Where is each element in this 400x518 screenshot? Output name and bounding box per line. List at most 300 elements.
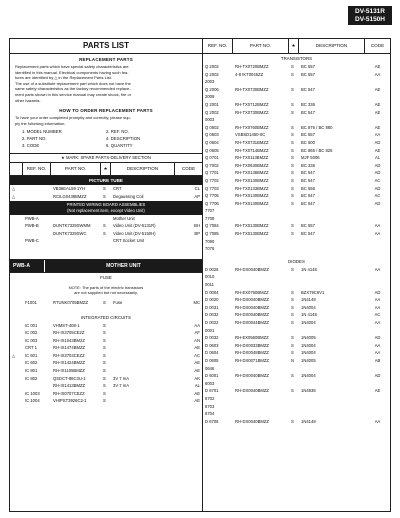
description bbox=[111, 337, 175, 345]
part-no bbox=[233, 403, 289, 411]
ref-no: D 6001 bbox=[205, 373, 219, 379]
code: AE bbox=[374, 64, 381, 69]
ref-no: IC 002 bbox=[25, 330, 38, 336]
table-row bbox=[10, 193, 202, 201]
spare-mark: S bbox=[103, 330, 106, 336]
description: 3V 7 mA bbox=[113, 375, 130, 381]
code: AA bbox=[374, 350, 381, 356]
code bbox=[175, 237, 202, 245]
safety-mark bbox=[10, 344, 23, 352]
note-line1: NOTE: The parts of the electric transistors bbox=[68, 284, 144, 290]
order-items-left bbox=[22, 128, 106, 149]
description: BC 336 bbox=[301, 101, 315, 107]
safety-mark bbox=[10, 222, 23, 230]
ref-no: 2003 bbox=[205, 79, 215, 85]
part-no bbox=[233, 327, 289, 335]
table-row bbox=[203, 311, 390, 319]
spare-mark bbox=[101, 237, 111, 245]
part-no: VHIPST3926C2-1 bbox=[53, 398, 87, 404]
code: AA bbox=[374, 266, 381, 272]
table-row bbox=[10, 375, 202, 383]
description bbox=[299, 380, 365, 388]
part-no: RH-IX3703CEZZ bbox=[53, 352, 85, 358]
spare-mark: S bbox=[291, 388, 294, 394]
part-no bbox=[233, 207, 289, 215]
ref-no: IC 001 bbox=[25, 322, 38, 328]
description: CRT bbox=[113, 186, 122, 192]
description: 1N4005 bbox=[301, 357, 316, 363]
code bbox=[365, 238, 390, 246]
code bbox=[365, 273, 390, 281]
safety-mark bbox=[10, 359, 23, 367]
description: 1N 4148 bbox=[301, 266, 317, 272]
parts-list-page bbox=[9, 38, 391, 512]
description: MJF 5006 bbox=[301, 155, 320, 161]
part-no: QSDCT-88C3U-1 bbox=[53, 375, 86, 381]
code bbox=[365, 116, 390, 124]
ref-no: Q 2002 bbox=[205, 64, 219, 69]
description: Degaussing Coil bbox=[113, 193, 144, 199]
code: AA bbox=[374, 418, 381, 424]
description bbox=[299, 245, 365, 253]
ref-no: 7707 bbox=[205, 208, 215, 214]
code: AE bbox=[374, 101, 381, 107]
ref-no: 0011 bbox=[205, 282, 215, 288]
spare-mark: S bbox=[291, 185, 294, 191]
description: BC 547 bbox=[301, 231, 315, 237]
ref-no: Q 7084 bbox=[205, 223, 219, 229]
code bbox=[365, 410, 390, 418]
table-row bbox=[203, 162, 390, 170]
description: Mother Unit bbox=[113, 215, 135, 221]
spare-mark: S bbox=[291, 147, 294, 153]
code bbox=[365, 281, 390, 289]
part-no: RH-EX0560BMZZ bbox=[235, 335, 269, 341]
spare-mark: S bbox=[103, 375, 106, 381]
code: BH bbox=[194, 223, 200, 229]
code bbox=[365, 395, 390, 403]
description: BC 547 bbox=[301, 109, 315, 115]
ref-no: Q 7706 bbox=[205, 200, 219, 206]
description: CRT Socket Unit bbox=[113, 238, 145, 244]
part-no: RTUNK0705BMZZ bbox=[53, 299, 89, 305]
spare-mark: S bbox=[291, 297, 294, 303]
header-code: CODE bbox=[370, 43, 385, 48]
order-item: 6. QUANTITY bbox=[106, 143, 133, 149]
table-row bbox=[203, 380, 390, 388]
ref-no: 6704 bbox=[205, 411, 215, 417]
table-row bbox=[203, 93, 390, 101]
spare-mark: S bbox=[291, 266, 294, 272]
part-no: RH-TX0712BMZZ bbox=[235, 101, 269, 107]
ref-no: D 0004 bbox=[205, 289, 219, 295]
order-items bbox=[10, 126, 202, 151]
ref-no: D 0032 bbox=[205, 312, 219, 318]
part-no: VSBSD1450-0C bbox=[235, 132, 266, 138]
left-table-header bbox=[10, 163, 202, 176]
spare-mark bbox=[289, 365, 299, 373]
code: AC bbox=[374, 193, 381, 199]
code bbox=[365, 327, 390, 335]
diodes-label: DIODES bbox=[288, 258, 305, 264]
ref-no bbox=[23, 382, 51, 390]
code: AE bbox=[374, 109, 381, 115]
code: AE bbox=[374, 86, 381, 92]
pwb-band-line1: PRINTED WIRING BOARD ASSEMBLIES bbox=[66, 201, 146, 207]
spare-mark bbox=[101, 215, 111, 223]
paragraph-line: tures are identified by △ in the Replacement Parts List. bbox=[15, 75, 112, 81]
table-row bbox=[203, 403, 390, 411]
part-no: DUNTK7329SWC bbox=[53, 230, 87, 236]
spare-mark: S bbox=[103, 360, 106, 366]
part-no: RH-DX0048BMZZ bbox=[235, 350, 269, 356]
table-row bbox=[203, 266, 390, 274]
description bbox=[299, 78, 365, 86]
table-row bbox=[10, 299, 202, 307]
part-no bbox=[51, 215, 101, 223]
table-row bbox=[10, 185, 202, 193]
spare-mark: S bbox=[103, 383, 106, 389]
table-row bbox=[10, 382, 202, 390]
code bbox=[175, 215, 202, 223]
replacement-heading: REPLACEMENT PARTS bbox=[79, 57, 133, 62]
section-title: MOTHER UNIT bbox=[44, 260, 202, 272]
ref-no: IC 602 bbox=[25, 360, 38, 366]
table-row bbox=[203, 154, 390, 162]
spare-mark: S bbox=[103, 337, 106, 343]
paragraph-line: ply the following information. bbox=[15, 120, 66, 126]
part-no bbox=[233, 238, 289, 246]
code: AD bbox=[374, 170, 381, 176]
code bbox=[365, 215, 390, 223]
table-row bbox=[203, 319, 390, 327]
description: BC 336 bbox=[301, 162, 315, 168]
code: AE bbox=[374, 388, 381, 394]
ref-no: IC 003 bbox=[25, 337, 38, 343]
part-no: RH-TX0133BMZZ bbox=[235, 185, 269, 191]
table-row bbox=[10, 397, 202, 405]
ref-no: D 0022 bbox=[205, 320, 219, 325]
part-no bbox=[233, 410, 289, 418]
code: AD bbox=[374, 289, 381, 295]
description: BC 865 / BC 825 bbox=[301, 147, 333, 153]
table-row bbox=[203, 109, 390, 117]
header-part: PART NO. bbox=[51, 163, 101, 175]
ref-no: Q 0701 bbox=[205, 155, 219, 161]
spare-mark: S bbox=[291, 193, 294, 199]
part-no: RH-TX0130BMZZ bbox=[235, 193, 269, 199]
description: 1N4004 bbox=[301, 373, 316, 379]
description bbox=[111, 359, 175, 367]
description: BC 547 bbox=[301, 193, 315, 199]
safety-mark bbox=[10, 382, 23, 390]
part-no: RH-TX0130BMZZ bbox=[235, 223, 269, 229]
header-ref: REF. NO. bbox=[23, 163, 51, 175]
table-row bbox=[203, 185, 390, 193]
safety-mark bbox=[10, 237, 23, 245]
table-row bbox=[203, 139, 390, 147]
code: AC bbox=[374, 177, 381, 183]
description: 1N4004 bbox=[301, 320, 316, 325]
description bbox=[299, 365, 365, 373]
ref-no: Q 7705 bbox=[205, 193, 219, 199]
ref-no: Q 7002 bbox=[205, 162, 219, 168]
transistor-rows bbox=[203, 63, 390, 253]
spare-mark: S bbox=[291, 109, 294, 115]
ref-no: 0003 bbox=[205, 117, 215, 123]
spare-mark: S bbox=[103, 345, 106, 351]
part-no: 4-8 IKT0045ZZ bbox=[235, 71, 264, 77]
spare-mark: S bbox=[291, 139, 294, 145]
ref-no: Q 7085 bbox=[205, 231, 219, 237]
spare-mark: S bbox=[291, 155, 294, 161]
spare-mark: S bbox=[291, 223, 294, 229]
ref-no: CRT 1 bbox=[25, 345, 37, 351]
part-no bbox=[233, 380, 289, 388]
table-row bbox=[203, 86, 390, 94]
table-row bbox=[203, 304, 390, 312]
description bbox=[111, 344, 175, 352]
diode-rows bbox=[203, 266, 390, 425]
part-no bbox=[233, 273, 289, 281]
description bbox=[299, 281, 365, 289]
spare-mark: S bbox=[291, 350, 294, 356]
code bbox=[365, 207, 390, 215]
description bbox=[111, 352, 175, 360]
ref-no: Q 2002 bbox=[205, 109, 219, 115]
part-no: RH-IX1474BMZZ bbox=[53, 345, 86, 351]
code: AL bbox=[194, 383, 200, 389]
table-row bbox=[203, 372, 390, 380]
safety-mark bbox=[10, 367, 23, 375]
spare-mark bbox=[289, 78, 299, 86]
table-row bbox=[203, 192, 390, 200]
code: AA bbox=[374, 231, 381, 237]
ref-no: 7708 bbox=[205, 215, 215, 221]
header-part: PART NO. bbox=[233, 39, 289, 53]
description: 1N4004 bbox=[301, 342, 316, 348]
ref-no: Q 2001 bbox=[205, 101, 219, 107]
part-no bbox=[233, 116, 289, 124]
table-row bbox=[203, 207, 390, 215]
table-row bbox=[203, 131, 390, 139]
spare-mark: S bbox=[103, 193, 106, 199]
transistor-note bbox=[10, 282, 202, 299]
ref-no: PWB-C bbox=[25, 238, 39, 244]
code: AE bbox=[194, 398, 200, 404]
table-row bbox=[203, 71, 390, 79]
spare-mark: S bbox=[103, 299, 106, 305]
table-row bbox=[203, 222, 390, 230]
paragraph-line: other hazards. bbox=[15, 97, 41, 103]
code: AE bbox=[194, 390, 200, 396]
ic-rows bbox=[10, 322, 202, 406]
header-ref: REF. NO. bbox=[203, 39, 233, 53]
spare-mark: S bbox=[291, 101, 294, 107]
ref-no: IC 802 bbox=[25, 375, 38, 381]
code: AF bbox=[194, 330, 200, 336]
spare-mark: S bbox=[291, 64, 294, 69]
part-no: RH-TX0630BMZZ bbox=[235, 162, 269, 168]
ref-no: 0646 bbox=[205, 365, 215, 371]
table-row bbox=[10, 230, 202, 238]
code: AD bbox=[374, 200, 381, 206]
ref-no: PWB-B bbox=[25, 223, 39, 229]
table-row bbox=[10, 352, 202, 360]
table-row bbox=[203, 245, 390, 253]
table-row bbox=[203, 296, 390, 304]
paragraph-line: The use of a substitute replacement part which does not have the bbox=[15, 80, 131, 86]
part-no bbox=[233, 395, 289, 403]
description: 1N4004 bbox=[301, 350, 316, 356]
description bbox=[299, 207, 365, 215]
part-no: RH-TX0130BMZZ bbox=[235, 177, 269, 183]
part-no: RH-DX0040BMZZ bbox=[235, 418, 269, 424]
spare-mark: S bbox=[291, 124, 294, 130]
table-row bbox=[203, 342, 390, 350]
ref-no: Q 7702 bbox=[205, 177, 219, 183]
code: AE bbox=[194, 360, 200, 366]
description: Video Unit (DV-5131R) bbox=[113, 223, 156, 229]
ref-no bbox=[23, 230, 51, 238]
table-row bbox=[203, 78, 390, 86]
table-row bbox=[10, 222, 202, 230]
ref-no: D 0031 bbox=[205, 304, 219, 310]
spare-mark bbox=[289, 215, 299, 223]
part-no: RH-DX0040BMZZ bbox=[235, 304, 269, 310]
part-no: RCILG0438BMZZ bbox=[53, 193, 87, 199]
fuse-rows bbox=[10, 299, 202, 307]
part-no: RH-DX0044BMZZ bbox=[235, 320, 269, 325]
part-no: DUNTK7329SWMM bbox=[53, 223, 91, 229]
part-no: RH-DX0040BMZZ bbox=[235, 373, 269, 379]
model-number-2: DV-5150H bbox=[355, 15, 385, 23]
code bbox=[365, 93, 390, 101]
table-row bbox=[203, 365, 390, 373]
pwb-rows bbox=[10, 215, 202, 245]
code: BP bbox=[194, 230, 200, 236]
ref-no: 7090 bbox=[205, 238, 215, 244]
table-row bbox=[203, 334, 390, 342]
paragraph-line: Replacement parts which have special safety characteristics are bbox=[15, 64, 129, 69]
part-no bbox=[233, 93, 289, 101]
part-no: VHMST-408-1 bbox=[53, 322, 80, 328]
code: AA bbox=[374, 132, 381, 138]
code bbox=[365, 78, 390, 86]
table-row bbox=[203, 200, 390, 208]
pwb-band bbox=[10, 201, 202, 215]
safety-mark: △ bbox=[12, 186, 16, 192]
part-no: RH-IX1105BMZZ bbox=[53, 368, 85, 374]
table-row bbox=[10, 215, 202, 223]
part-no bbox=[233, 365, 289, 373]
order-paragraph bbox=[10, 115, 202, 126]
spare-mark bbox=[289, 116, 299, 124]
description: 1N4148 bbox=[301, 418, 316, 424]
description bbox=[299, 238, 365, 246]
ref-no: Q 7701 bbox=[205, 170, 219, 176]
code: AB bbox=[374, 357, 381, 363]
spare-mark: S bbox=[291, 200, 294, 206]
code: AA bbox=[374, 304, 381, 310]
description: 1N4004 bbox=[301, 304, 316, 310]
ref-no: Q 7703 bbox=[205, 185, 219, 191]
spare-mark: S bbox=[291, 304, 294, 310]
table-row bbox=[203, 357, 390, 365]
code: AL bbox=[374, 155, 381, 161]
right-table-header bbox=[203, 39, 390, 54]
ref-no: D 0603 bbox=[205, 342, 219, 348]
spare-mark: S bbox=[291, 335, 294, 341]
table-row bbox=[203, 215, 390, 223]
fuse-label: FUSE bbox=[100, 274, 112, 280]
part-no: RH-TX0730BMZZ bbox=[235, 86, 269, 92]
part-no: RH-TX0113BMZZ bbox=[235, 155, 269, 161]
ref-no: D 6706 bbox=[205, 418, 219, 424]
mark-note: ★ MARK: SPARE PARTS-DELIVERY SECTION bbox=[10, 153, 202, 163]
part-no bbox=[233, 215, 289, 223]
description: BZX79C6V1 bbox=[301, 289, 325, 295]
code: AE bbox=[374, 147, 381, 153]
part-no: RH-TX0130BMZZ bbox=[235, 231, 269, 237]
part-no bbox=[51, 237, 101, 245]
ref-no: Q 0602 bbox=[205, 124, 219, 130]
table-row bbox=[203, 169, 390, 177]
spare-mark: S bbox=[291, 342, 294, 348]
ref-no: Q 2006 bbox=[205, 86, 219, 92]
spare-mark: S bbox=[291, 289, 294, 295]
header-code: CODE bbox=[181, 166, 196, 172]
description: BC 547 bbox=[301, 200, 315, 206]
spare-mark bbox=[289, 380, 299, 388]
description: Video Unit (DV-5150H) bbox=[113, 230, 156, 236]
table-row bbox=[203, 410, 390, 418]
ref-no: F1001 bbox=[25, 299, 37, 305]
description: Fuse bbox=[113, 299, 123, 305]
part-no: RH-TX0731BMZZ bbox=[235, 139, 269, 145]
code bbox=[365, 380, 390, 388]
part-no bbox=[233, 281, 289, 289]
part-no: RH-DX0040BMZZ bbox=[235, 266, 269, 272]
part-no: RH-IX3705CE2Z bbox=[53, 330, 85, 336]
part-no: RH-DX0033BMZZ bbox=[235, 342, 269, 348]
spare-mark: S bbox=[291, 132, 294, 138]
safety-mark bbox=[10, 390, 23, 398]
ref-no: 0001 bbox=[205, 327, 215, 333]
note-line2: are not supplied but not necessarily. bbox=[74, 290, 138, 296]
ref-no: 6702 bbox=[205, 395, 215, 401]
ref-no: Q 2002 bbox=[205, 71, 219, 77]
page-title: PARTS LIST bbox=[10, 39, 202, 54]
model-badge bbox=[348, 6, 392, 25]
code: AD bbox=[374, 139, 381, 145]
spare-mark bbox=[289, 245, 299, 253]
description bbox=[111, 397, 175, 405]
description: BC 557 bbox=[301, 71, 315, 77]
part-no: RH-TX0136BMZZ bbox=[235, 170, 269, 176]
table-row bbox=[203, 289, 390, 297]
code bbox=[365, 245, 390, 253]
part-no: RH-DX0071BMZZ bbox=[235, 357, 269, 363]
ref-no bbox=[23, 193, 51, 201]
safety-mark bbox=[10, 397, 23, 405]
spare-mark bbox=[289, 403, 299, 411]
code bbox=[365, 403, 390, 411]
section-header-mother-unit bbox=[10, 259, 202, 273]
header-symbol bbox=[10, 163, 23, 175]
description: BC 557 bbox=[301, 64, 315, 69]
table-row bbox=[10, 337, 202, 345]
